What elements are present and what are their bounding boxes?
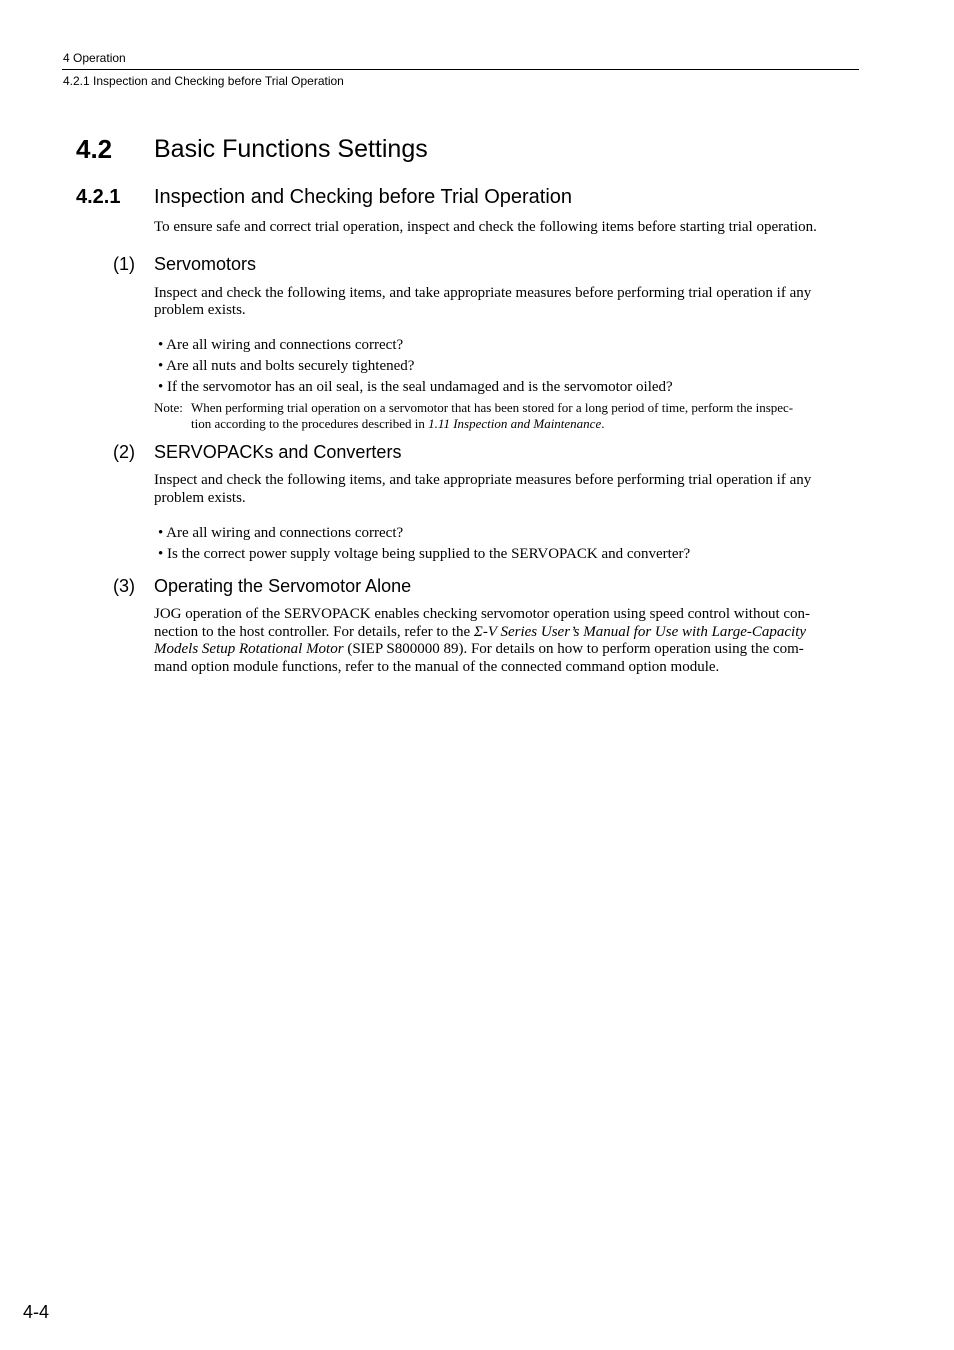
note-line2 — [191, 416, 604, 432]
subsection-intro: To ensure safe and correct trial operation, inspect and check the following items before starting trial operation. — [154, 219, 817, 235]
servopacks-bullet: • Is the correct power supply voltage being supplied to the SERVOPACK and converter? — [158, 546, 691, 562]
alone-line3-suffix: (SIEP S800000 89). For details on how to perform operation using the com- — [343, 641, 804, 657]
section-number: 4.2 — [76, 134, 113, 164]
alone-line2 — [154, 624, 806, 642]
alone-title: Operating the Servomotor Alone — [154, 576, 412, 596]
servomotors-bullet: • If the servomotor has an oil seal, is the seal undamaged and is the servomotor oiled? — [158, 379, 673, 395]
servopacks-paragraph-line2: problem exists. — [154, 490, 246, 506]
running-header-chapter: 4 Operation — [63, 51, 126, 65]
manual-reference-cont: Models Setup Rotational Motor — [154, 641, 344, 657]
note-line2-suffix: . — [601, 416, 605, 431]
servomotors-number: (1) — [113, 254, 135, 274]
servomotors-bullet: • Are all wiring and connections correct? — [158, 337, 404, 353]
servomotors-title: Servomotors — [154, 254, 257, 274]
subsection-title: Inspection and Checking before Trial Operation — [154, 186, 573, 208]
section-title: Basic Functions Settings — [154, 135, 428, 163]
alone-line4: mand option module functions, refer to the manual of the connected command option module. — [154, 659, 720, 675]
subsection-number: 4.2.1 — [76, 186, 121, 208]
manual-reference: Σ-V Series User’s Manual for Use with Large-Capacity — [473, 624, 807, 640]
note-line2-prefix: tion according to the procedures described in — [191, 416, 429, 431]
note-label: Note: — [154, 400, 183, 415]
alone-line1: JOG operation of the SERVOPACK enables checking servomotor operation using speed control without con- — [154, 606, 811, 622]
note-reference-link: 1.11 Inspection and Maintenance — [428, 416, 602, 431]
note-line1: When performing trial operation on a servomotor that has been stored for a long period of time, perform the inspec- — [191, 400, 794, 415]
header-rule — [62, 69, 859, 70]
servopacks-title: SERVOPACKs and Converters — [154, 442, 402, 462]
servomotors-paragraph-line1: Inspect and check the following items, and take appropriate measures before performing trial operation if any — [154, 285, 812, 301]
page-number: 4-4 — [23, 1302, 50, 1322]
alone-number: (3) — [113, 576, 135, 596]
alone-line2-prefix: nection to the host controller. For details, refer to the — [154, 624, 474, 640]
servomotors-paragraph-line2: problem exists. — [154, 302, 246, 318]
servopacks-bullet: • Are all wiring and connections correct? — [158, 525, 404, 541]
servopacks-number: (2) — [113, 442, 135, 462]
running-header-section: 4.2.1 Inspection and Checking before Trial Operation — [63, 74, 344, 88]
servomotors-bullet: • Are all nuts and bolts securely tightened? — [158, 358, 415, 374]
alone-line3 — [154, 641, 804, 659]
servopacks-paragraph-line1: Inspect and check the following items, and take appropriate measures before performing trial operation if any — [154, 472, 812, 488]
